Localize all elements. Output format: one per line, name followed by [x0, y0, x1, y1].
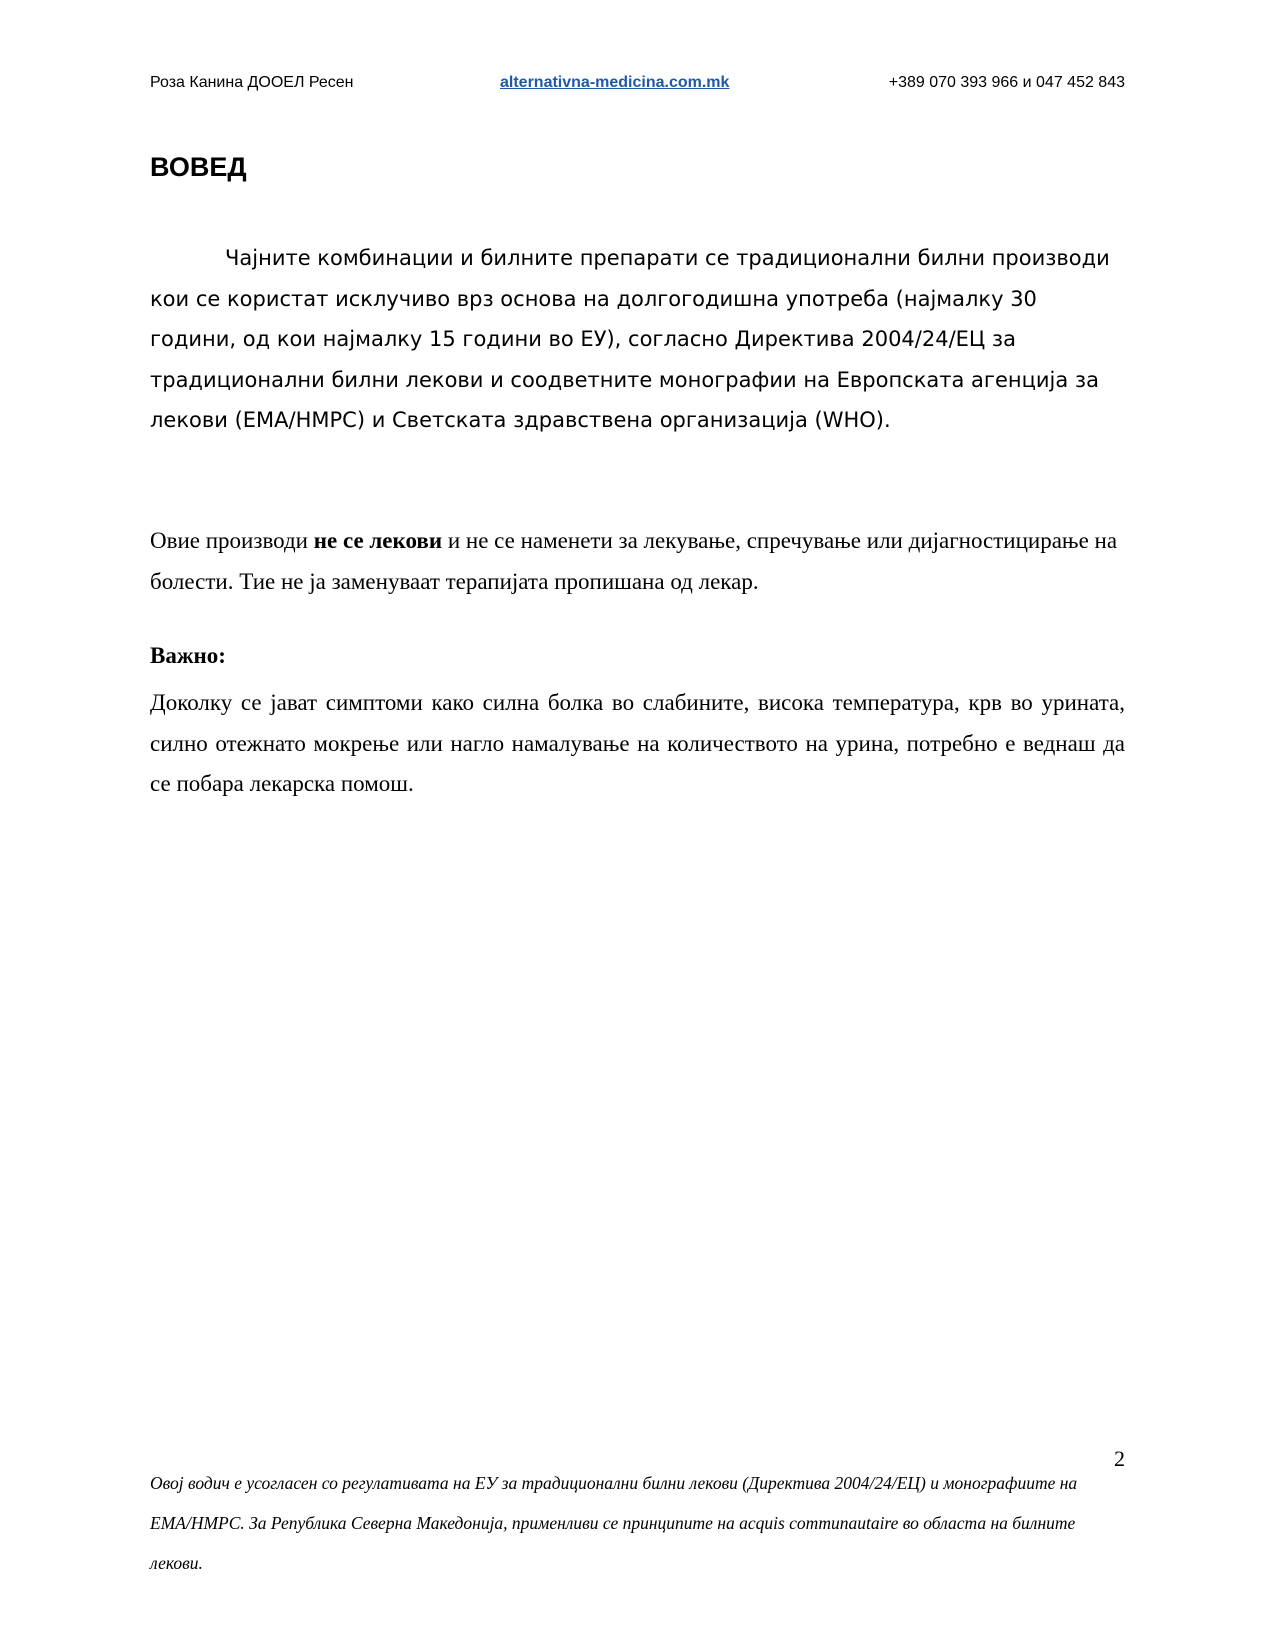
notice-text-before: Овие производи [150, 528, 314, 553]
important-label: Важно: [150, 643, 226, 668]
footer-note: Овој водич е усогласен со регулативата на ЕУ за традиционални билни лекови (Директива 2004/24/ЕЦ) и монографиите на ЕМА/HMPC. За Република Северна Македонија, применливи се принципите на acquis communautaire во областа на билните лекови. [150, 1473, 1078, 1573]
website-link[interactable]: alternativna-medicina.com.mk [500, 74, 730, 91]
notice-paragraph [150, 521, 1125, 602]
company-name: Роза Канина ДООЕЛ Ресен [150, 74, 354, 91]
intro-paragraph [150, 238, 1125, 441]
page-header [150, 74, 1125, 98]
notice-text-after: и не се наменети за лекување, спречување или дијагностицирање на болести. Тие не ја заменуваат терапијата пропишана од лекар. [150, 528, 1118, 594]
intro-text: Чајните комбинации и билните препарати се традиционални билни производи кои се користат исклучиво врз основа на долгогодишна употреба (најмалку 30 години, од кои најмалку 15 години во ЕУ), согласно Директива 2004/24/ЕЦ за традиционални билни лекови и соодветните монографии на Европската агенција за лекови (ЕМА/HMPC) и Светската здравствена организација (WHO). [150, 246, 1110, 432]
section-title: ВОВЕД [150, 152, 247, 182]
page-number: 2 [1114, 1446, 1125, 1471]
phone-numbers: +389 070 393 966 и 047 452 843 [888, 74, 1125, 91]
important-text: Доколку се јават симптоми како силна болка во слабините, висока температура, крв во урината, силно отежнато мокрење или нагло намалување на количеството на урина, потребно е веднаш да се побара лекарска помош. [150, 690, 1125, 796]
notice-text-bold: не се лекови [313, 528, 443, 553]
